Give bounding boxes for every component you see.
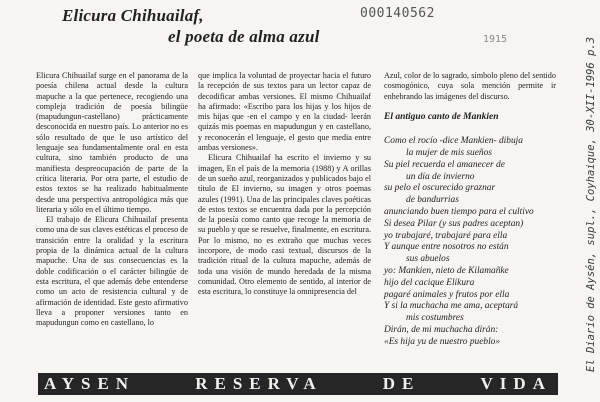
poem-line: mis costumbres <box>406 313 464 324</box>
column2-paragraph: Elicura Chihuailaf ha escrito el invierno y su imagen, En el país de la memoria (1988) y A orillas de un sueño azul, reorganizados y publicados bajo el título de El invierno, su imagen y otros poemas azules (1991). Una de las principales claves poéticas de estos textos se encuentra dada por la percepción de la poesía como canto que recoge la memoria de su pueblo y que se resuelve, finalmente, en escritura. Por lo mismo, no es extraño que muchas veces incorpore, de modo casi textual, discursos de la tradición ritual de la cultura mapuche, además de toda una visión de mundo heredada de la misma comunidad. Otro elemento de sentido, al interior de esta escritura, lo constituye la omnipresencia del <box>198 153 372 297</box>
poem-line: Y aunque entre nosotros no están <box>384 242 509 253</box>
poem-line: pagaré animales y frutos por ella <box>384 289 510 300</box>
footer-word: DE <box>382 374 421 393</box>
poem-line: yo trabajaré, trabajaré para ella <box>384 230 508 241</box>
poem-line: Su piel recuerda el amanecer de <box>384 159 505 170</box>
poem-line: yo: Mankien, nieto de Kilamañke <box>384 265 509 276</box>
year-note: 1915 <box>483 34 508 45</box>
column1-paragraph: El trabajo de Elicura Chihuailaf presenta como una de sus claves estéticas el proceso de transición entre la oralidad y la escritura propia de la dinámica actual de la cultura mapuche. Una de sus consecuencias es la doble codificación o el carácter bilingüe de esta escritura, el que además debe entenderse como un acto de resistencia cultural y de afirmación de identidad. Este gesto afirmativo lleva a proponer versiones tanto en mapudungun como en castellano, lo <box>36 215 188 328</box>
poem-line: anunciando buen tiempo para el cultivo <box>384 206 534 217</box>
column3-intro: Azul, color de lo sagrado, símbolo pleno del sentido cosmogónico, cuya sola mención permite ir enhebrando las imágenes del discurso. <box>384 71 556 101</box>
footer-banner <box>38 373 558 395</box>
poem-line: hijo del cacique Elikura <box>384 277 475 288</box>
poem-line: Si desea Pilar (y sus padres aceptan) <box>384 218 524 229</box>
article-column-3 <box>384 71 556 349</box>
article-column-2 <box>198 71 371 298</box>
column1-paragraph: Elicura Chihuailaf surge en el panorama de la poesía chilena actual desde la cultura mapuche a la que pertenece, recogiendo una compleja tradición de poesía bilingüe (mapudungun-castellano) prácticamente desconocida en nuestro país. Lo anterior no es sólo resultado de que le uso artístico del lenguaje sea fundamentalmente oral en esta cultura, sino también producto de una manifiesta despreocupación de parte de la crítica literaria. Por otra parte, el estudio de estos textos se ha realizado habitualmente desde una perspectiva antropológica más que literaria y sólo en el último tiempo. <box>36 71 188 214</box>
poem-title: El antiguo canto de Mankien <box>384 111 499 122</box>
poem-line: sus abuelos <box>406 254 450 265</box>
poem-line: Y si la muchacha me ama, aceptará <box>384 301 519 312</box>
poem-line: Dirán, de mi muchacha dirán: <box>384 324 499 335</box>
footer-word: VIDA <box>480 374 552 393</box>
poem-line: «Es hija yu de nuestro pueblo» <box>384 336 501 347</box>
poem-line: la mujer de mis sueños <box>406 147 492 158</box>
poem-line: su pelo el oscurecido graznar <box>384 183 496 194</box>
footer-word: AYSEN <box>44 374 136 393</box>
article-column-1 <box>36 71 188 328</box>
poem <box>384 136 556 348</box>
footer-word: RESERVA <box>195 374 323 393</box>
archive-number: 000140562 <box>360 6 435 21</box>
poem-line: Como el rocío -dice Mankien- dibuja <box>384 136 523 147</box>
source-annotation: El Diario de Aysén, supl., Coyhaique, 30-XII-1996 p.3 <box>585 36 597 372</box>
column2-paragraph: que implica la voluntad de proyectar hacia el futuro la recepción de sus textos para un lector capaz de decodificar ambas versiones. El mismo Chihuailaf ha afirmado: «Escribo para los hijas y los hijos de mis hijas que -en el campo y en la ciudad- leerán quizás mis poemas en mapudungun y en castellano, y reconocerán el lenguaje, el gesto que media entre ambas versiones». <box>198 71 371 153</box>
poem-line: un día de invierno <box>406 171 475 182</box>
headline-line-1: Elicura Chihuailaf, <box>62 6 204 25</box>
headline-line-2: el poeta de alma azul <box>168 27 320 46</box>
poem-line: de bandurrias <box>406 195 459 206</box>
